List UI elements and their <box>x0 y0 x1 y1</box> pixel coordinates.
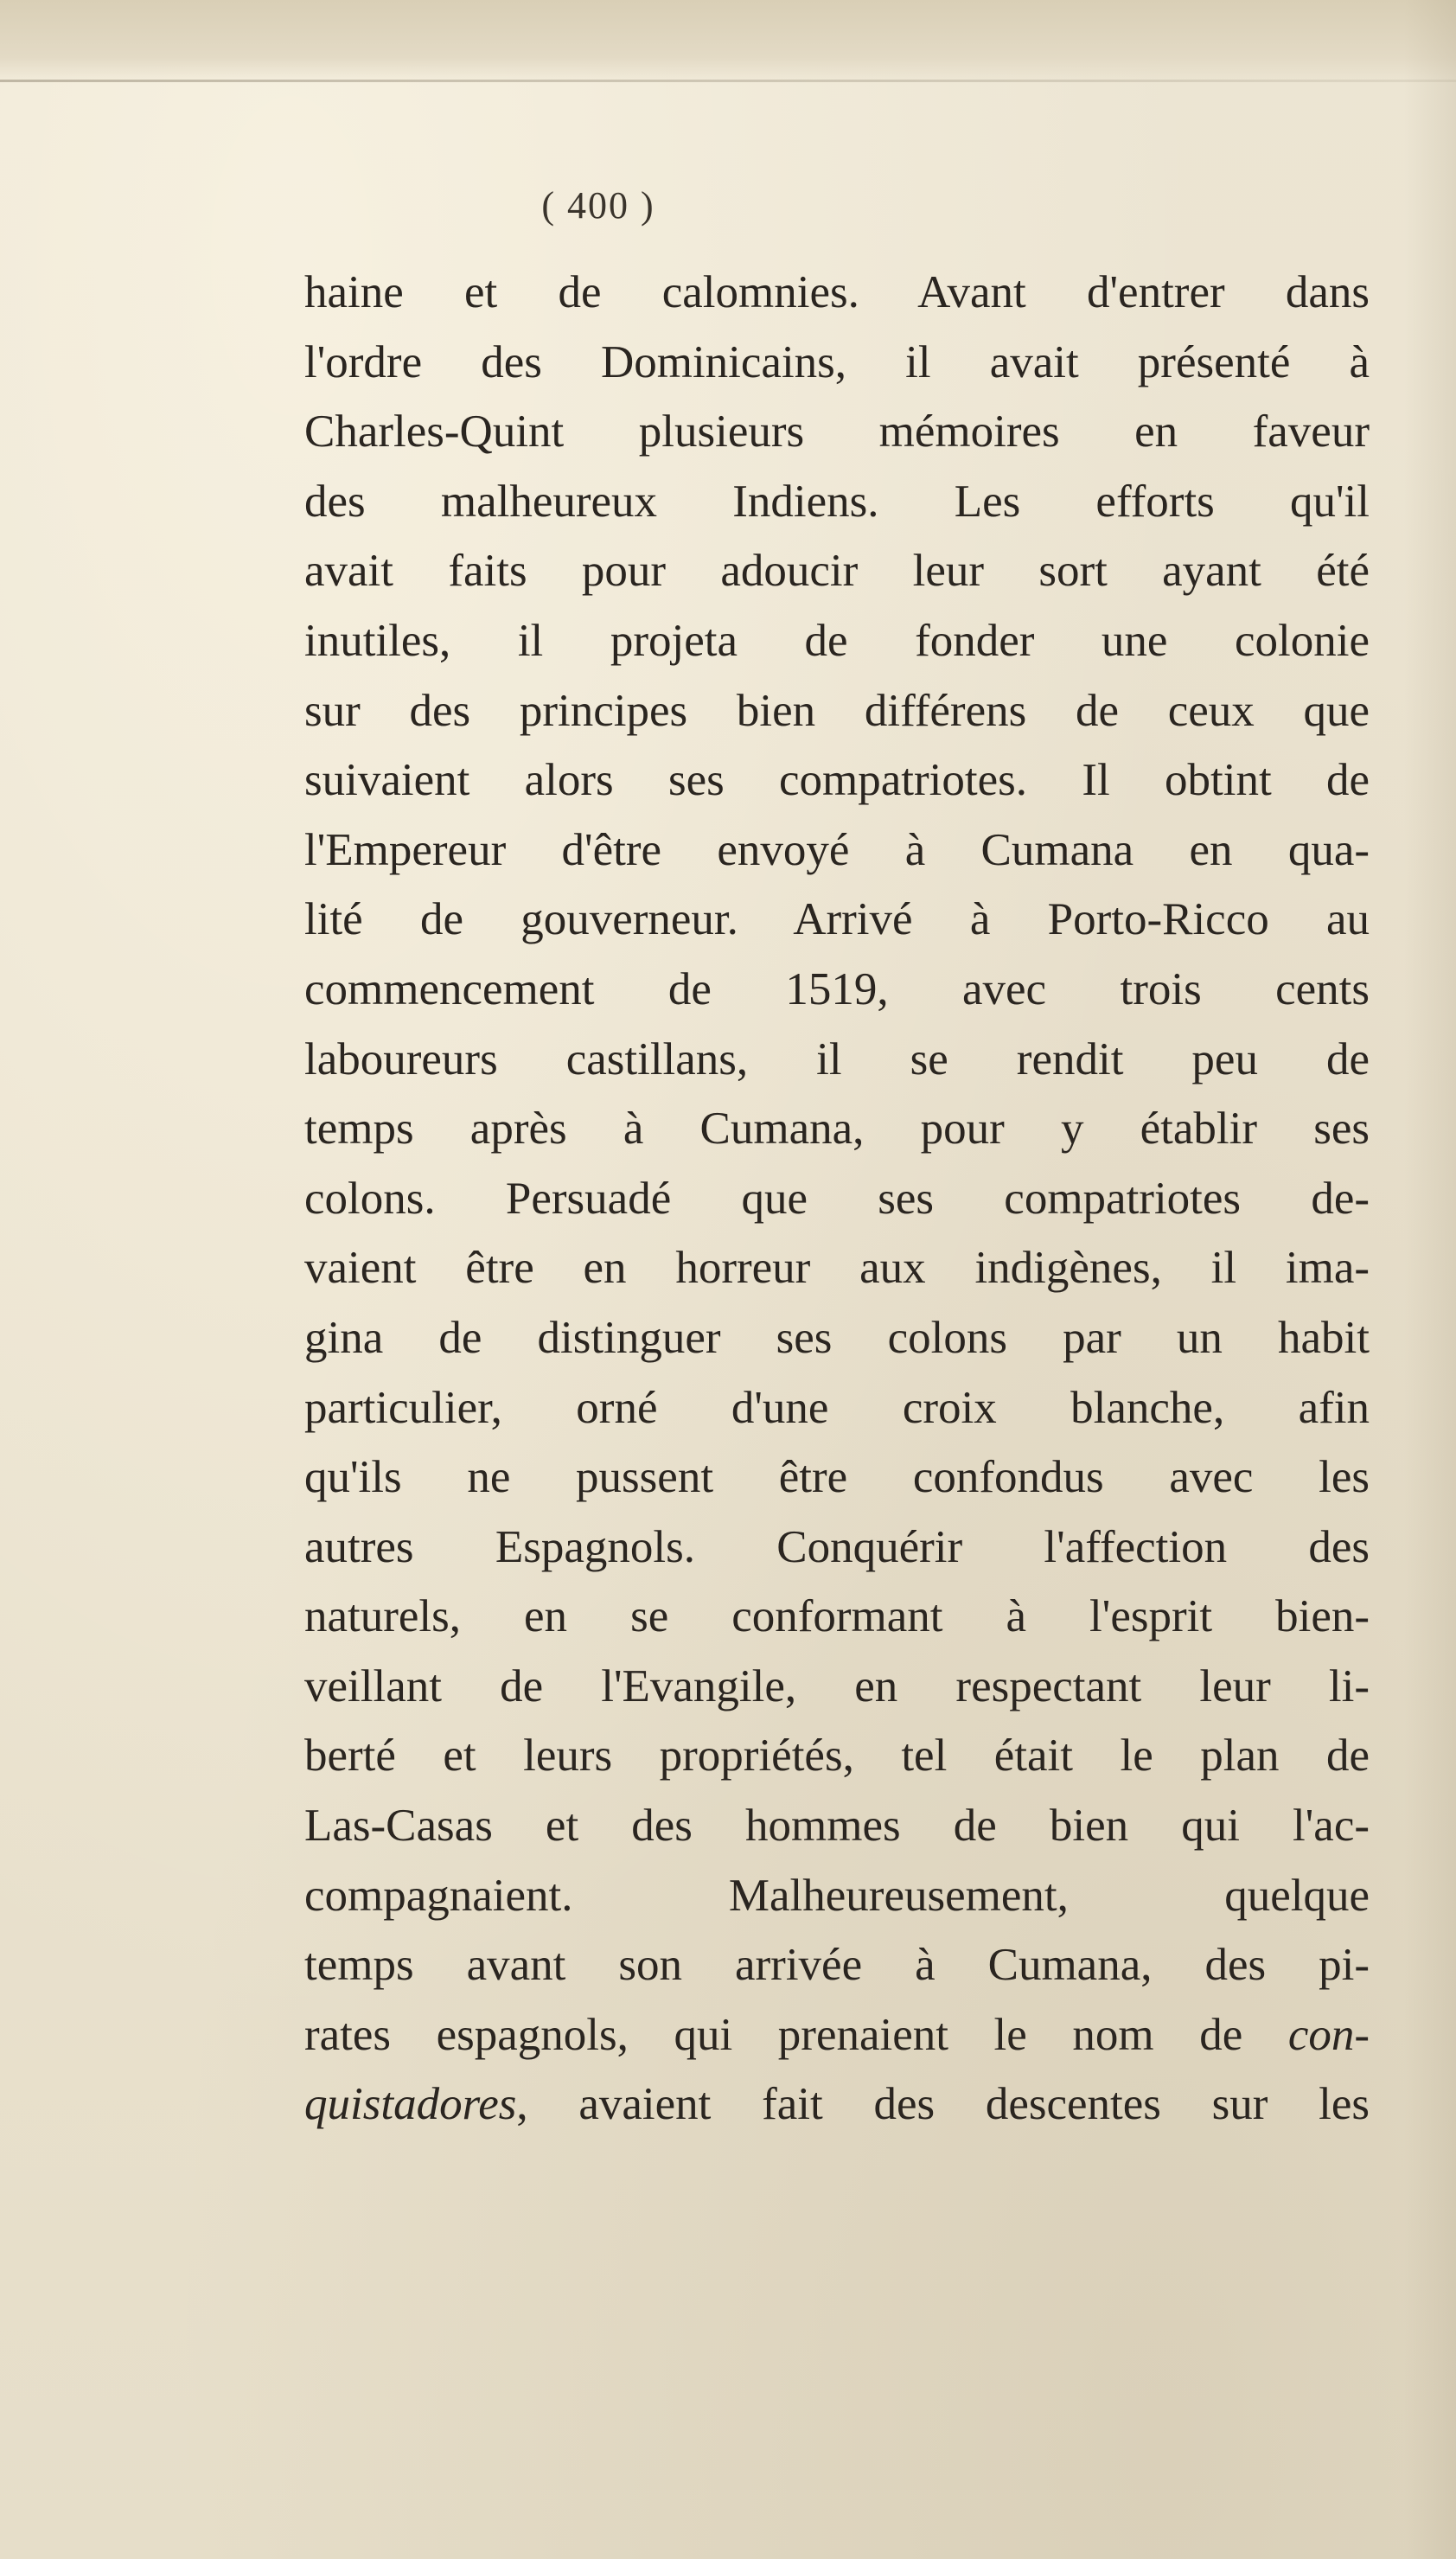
text-line: colons. Persuadé que ses compatriotes de- <box>304 1173 1370 1224</box>
text-line: Las-Casas et des hommes de bien qui l'ac- <box>304 1801 1370 1852</box>
text-line: inutiles, il projeta de fonder une colonie <box>304 615 1370 666</box>
page-edge-line <box>0 80 1456 82</box>
text-line: laboureurs castillans, il se rendit peu de <box>304 1033 1370 1084</box>
page-number <box>0 183 1456 227</box>
italic-word: quistadores <box>304 2079 517 2130</box>
text-line: temps avant son arrivée à Cumana, des pi- <box>304 1940 1370 1991</box>
text-line: compagnaient. Malheureusement, quelque <box>304 1870 1370 1921</box>
text-line: commencement de 1519, avec trois cents <box>304 963 1370 1014</box>
text-line: suivaient alors ses compatriotes. Il obtint de <box>304 755 1370 806</box>
italic-word: con- <box>1287 2009 1370 2060</box>
text-line: quistadores, avaient fait des descentes sur les <box>304 2079 1370 2130</box>
text-line: des malheureux Indiens. Les efforts qu'il <box>304 476 1370 527</box>
text-line: qu'ils ne pussent être confondus avec les <box>304 1452 1370 1503</box>
text-line: gina de distinguer ses colons par un habit <box>304 1312 1370 1363</box>
text-line: lité de gouverneur. Arrivé à Porto-Ricco au <box>304 894 1370 945</box>
page-right-shadow <box>1404 0 1456 2559</box>
text-line: autres Espagnols. Conquérir l'affection des <box>304 1521 1370 1572</box>
text-line: l'Empereur d'être envoyé à Cumana en qua- <box>304 824 1370 875</box>
text-line: berté et leurs propriétés, tel était le plan de <box>304 1731 1370 1782</box>
text-line: avait faits pour adoucir leur sort ayant été <box>304 546 1370 597</box>
text-line: Charles-Quint plusieurs mémoires en faveur <box>304 406 1370 457</box>
text-line: rates espagnols, qui prenaient le nom de con- <box>304 2009 1370 2060</box>
text-line: vaient être en horreur aux indigènes, il ima- <box>304 1243 1370 1294</box>
text-line: naturels, en se conformant à l'esprit bien- <box>304 1591 1370 1642</box>
text-line: temps après à Cumana, pour y établir ses <box>304 1104 1370 1155</box>
text-line: veillant de l'Evangile, en respectant leur li- <box>304 1660 1370 1711</box>
page-top-edge <box>0 0 1456 82</box>
text-line: particulier, orné d'une croix blanche, afin <box>304 1382 1370 1433</box>
body-text <box>304 258 1370 2140</box>
text-line: haine et de calomnies. Avant d'entrer dans <box>304 267 1370 317</box>
page-number-text: ( 400 ) <box>541 184 655 227</box>
text-line: l'ordre des Dominicains, il avait présenté à <box>304 336 1370 387</box>
text-line: sur des principes bien différens de ceux que <box>304 685 1370 736</box>
